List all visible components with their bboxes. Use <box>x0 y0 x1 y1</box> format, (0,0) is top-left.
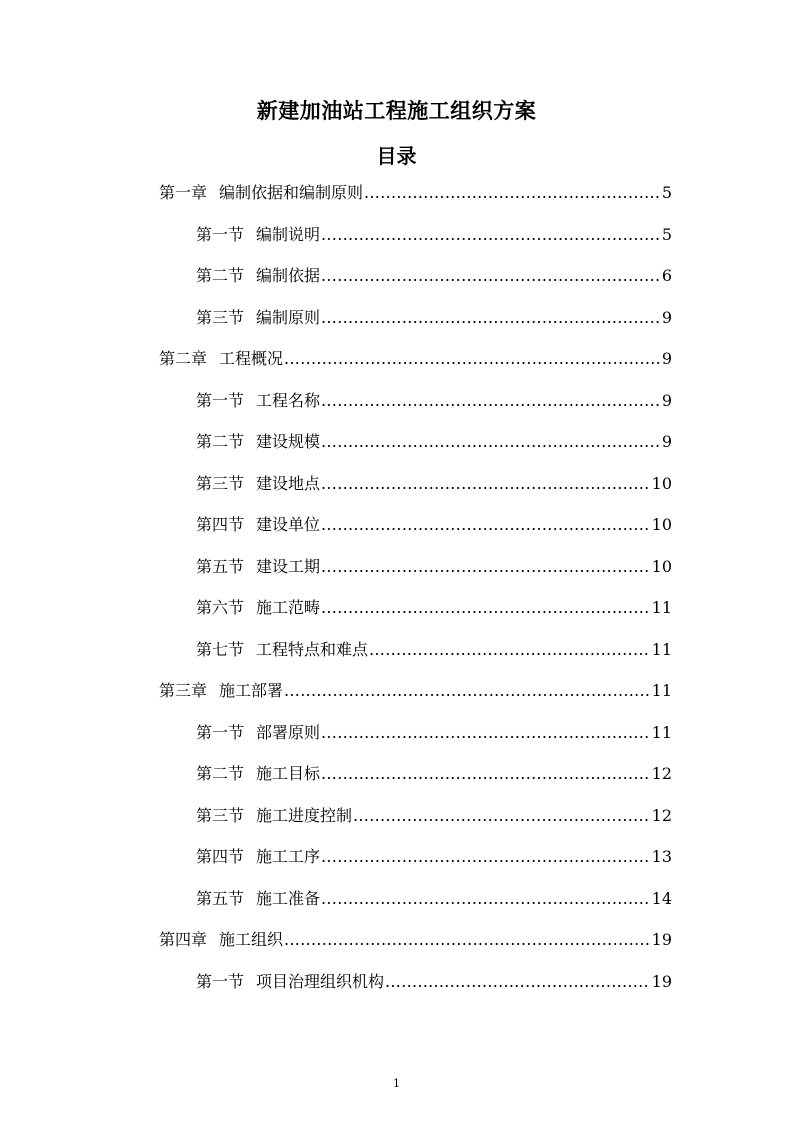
toc-entry-chapter-4[interactable] <box>159 927 672 953</box>
toc-leader-dots <box>364 180 660 206</box>
toc-entry-section[interactable] <box>196 761 672 787</box>
toc-entry-title: 施工工序 <box>256 847 321 866</box>
toc-entry-title: 工程概况 <box>219 349 284 368</box>
toc-entry-title: 建设单位 <box>256 515 321 534</box>
toc-entry-page: 9 <box>661 349 672 368</box>
toc-entry-page: 9 <box>661 432 672 451</box>
toc-entry-section[interactable] <box>196 595 672 621</box>
toc-entry-page: 11 <box>651 723 672 742</box>
toc-entry-number: 第四节 <box>196 847 245 866</box>
toc-entry-section[interactable] <box>196 637 672 663</box>
toc-entry-chapter-1[interactable] <box>159 180 672 206</box>
toc-entry-number: 第二节 <box>196 764 245 783</box>
toc-entry-number: 第三节 <box>196 474 245 493</box>
toc-entry-section[interactable] <box>196 969 672 995</box>
toc-entry-title: 施工目标 <box>256 764 321 783</box>
toc-entry-page: 9 <box>661 308 672 327</box>
toc-entry-title: 建设地点 <box>256 474 321 493</box>
toc-entry-number: 第五节 <box>196 889 245 908</box>
toc-entry-section[interactable] <box>196 222 672 248</box>
toc-leader-dots <box>321 886 650 912</box>
toc-entry-title: 项目治理组织机构 <box>256 972 385 991</box>
toc-entry-title: 编制说明 <box>256 225 321 244</box>
toc-entry-page: 10 <box>651 474 672 493</box>
toc-entry-page: 19 <box>651 930 672 949</box>
toc-entry-page: 11 <box>651 598 672 617</box>
toc-leader-dots <box>321 761 650 787</box>
toc-entry-number: 第一章 <box>159 183 208 202</box>
toc-entry-number: 第七节 <box>196 640 245 659</box>
toc-leader-dots <box>321 388 660 414</box>
toc-entry-title: 施工范畴 <box>256 598 321 617</box>
toc-entry-number: 第一节 <box>196 972 245 991</box>
toc-leader-dots <box>321 305 660 331</box>
toc-leader-dots <box>321 512 650 538</box>
toc-entry-number: 第二节 <box>196 432 245 451</box>
toc-leader-dots <box>321 554 650 580</box>
toc-entry-page: 5 <box>661 183 672 202</box>
toc-entry-section[interactable] <box>196 305 672 331</box>
toc-entry-section[interactable] <box>196 886 672 912</box>
toc-entry-title: 施工组织 <box>219 930 284 949</box>
toc-leader-dots <box>353 803 650 829</box>
toc-entry-number: 第一节 <box>196 225 245 244</box>
toc-entry-number: 第六节 <box>196 598 245 617</box>
toc-entry-number: 第四节 <box>196 515 245 534</box>
toc-leader-dots <box>321 263 660 289</box>
toc-entry-page: 5 <box>661 225 672 244</box>
toc-entry-page: 13 <box>651 847 672 866</box>
toc-entry-number: 第三节 <box>196 806 245 825</box>
toc-entry-section[interactable] <box>196 554 672 580</box>
page-number: 1 <box>393 1077 400 1090</box>
toc-entry-page: 10 <box>651 515 672 534</box>
toc-entry-title: 编制依据 <box>256 266 321 285</box>
toc-leader-dots <box>321 429 660 455</box>
toc-entry-number: 第一节 <box>196 723 245 742</box>
toc-entry-title: 工程特点和难点 <box>256 640 369 659</box>
toc-leader-dots <box>321 844 650 870</box>
toc-entry-section[interactable] <box>196 512 672 538</box>
toc-entry-number: 第三章 <box>159 681 208 700</box>
toc-entry-title: 施工准备 <box>256 889 321 908</box>
toc-leader-dots <box>284 927 650 953</box>
toc-entry-title: 施工进度控制 <box>256 806 353 825</box>
toc-entry-page: 14 <box>651 889 672 908</box>
toc-entry-page: 11 <box>651 640 672 659</box>
toc-leader-dots <box>321 222 660 248</box>
toc-entry-page: 19 <box>651 972 672 991</box>
toc-entry-page: 10 <box>651 557 672 576</box>
toc-entry-number: 第二章 <box>159 349 208 368</box>
toc-entry-title: 建设规模 <box>256 432 321 451</box>
toc-entry-page: 6 <box>661 266 672 285</box>
document-title: 新建加油站工程施工组织方案 <box>256 98 537 123</box>
toc-entry-section[interactable] <box>196 720 672 746</box>
toc-entry-title: 建设工期 <box>256 557 321 576</box>
toc-entry-title: 编制原则 <box>256 308 321 327</box>
toc-entry-number: 第五节 <box>196 557 245 576</box>
toc-entry-section[interactable] <box>196 844 672 870</box>
toc-entry-section[interactable] <box>196 429 672 455</box>
toc-leader-dots <box>321 471 650 497</box>
toc-entry-section[interactable] <box>196 263 672 289</box>
toc-entry-title: 部署原则 <box>256 723 321 742</box>
toc-leader-dots <box>284 678 650 704</box>
toc-entry-section[interactable] <box>196 388 672 414</box>
toc-leader-dots <box>369 637 650 663</box>
toc-entry-page: 11 <box>651 681 672 700</box>
toc-heading: 目录 <box>376 144 417 168</box>
toc-entry-chapter-3[interactable] <box>159 678 672 704</box>
toc-entry-number: 第二节 <box>196 266 245 285</box>
toc-leader-dots <box>284 346 660 372</box>
toc-entry-section[interactable] <box>196 803 672 829</box>
toc-entry-title: 编制依据和编制原则 <box>219 183 364 202</box>
toc-leader-dots <box>385 969 650 995</box>
toc-entry-number: 第四章 <box>159 930 208 949</box>
toc-entry-page: 9 <box>661 391 672 410</box>
toc-entry-number: 第三节 <box>196 308 245 327</box>
toc-entry-section[interactable] <box>196 471 672 497</box>
toc-entry-page: 12 <box>651 764 672 783</box>
toc-entry-title: 工程名称 <box>256 391 321 410</box>
toc-entry-chapter-2[interactable] <box>159 346 672 372</box>
toc-leader-dots <box>321 720 650 746</box>
toc-entry-title: 施工部署 <box>219 681 284 700</box>
toc-entry-page: 12 <box>651 806 672 825</box>
toc-entry-number: 第一节 <box>196 391 245 410</box>
toc-leader-dots <box>321 595 650 621</box>
